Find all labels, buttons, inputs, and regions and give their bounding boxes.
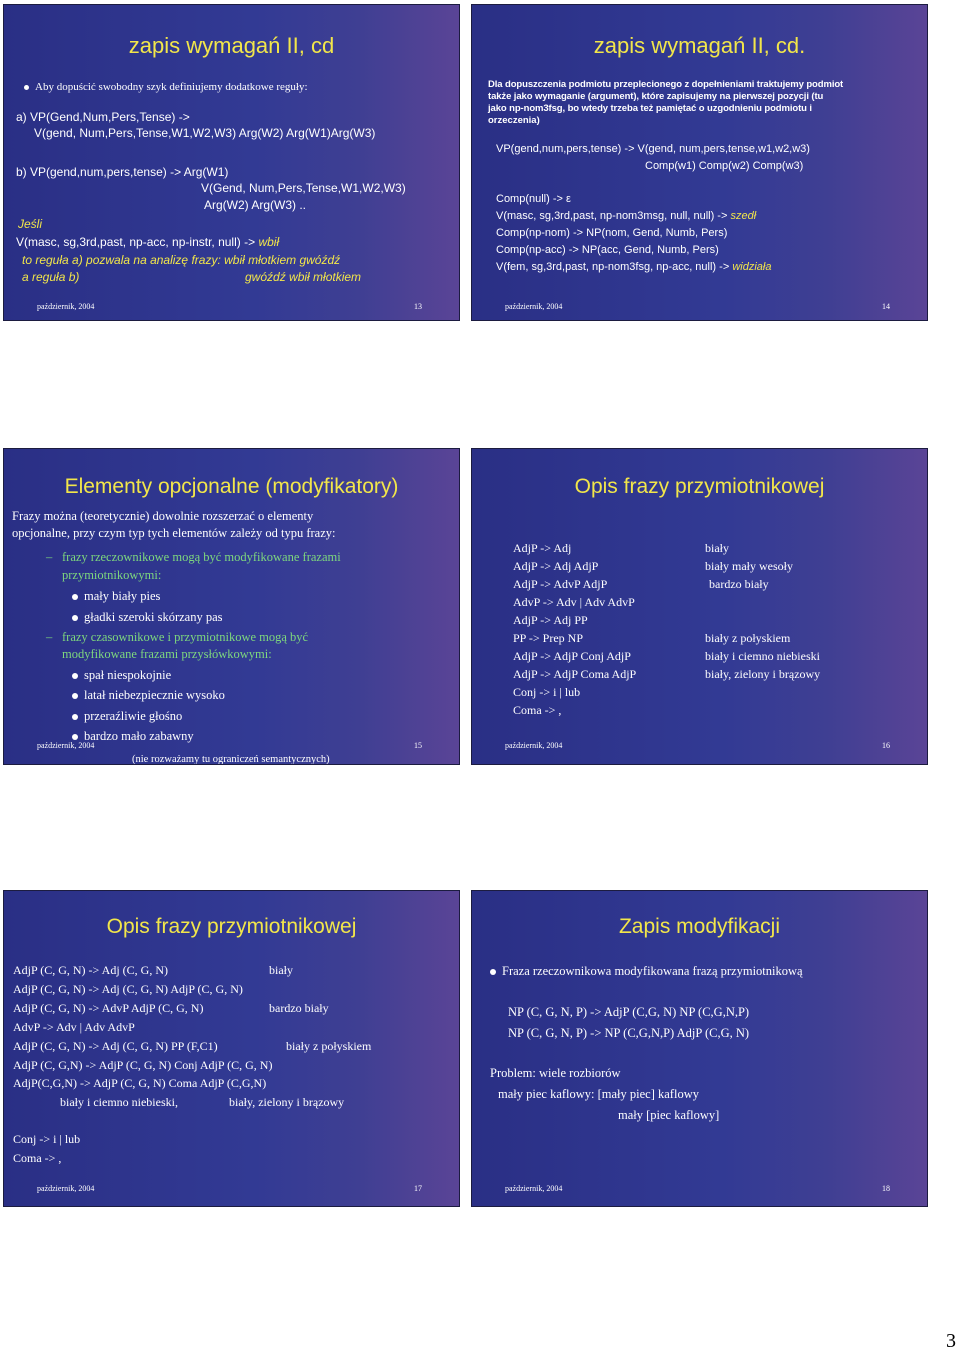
vp-rule-line-1: VP(gend,num,pers,tense) -> V(gend, num,pers,tense,w1,w2,w3)	[496, 143, 810, 155]
rule-b-line-3: Arg(W2) Arg(W3) ..	[204, 198, 307, 212]
paragraph-line-1: Frazy można (teoretycznie) dowolnie rozszerzać o elementy	[12, 509, 314, 523]
footer-date: październik, 2004	[37, 1184, 95, 1193]
rule-3-example: bardzo biały	[269, 1001, 329, 1015]
slide-13	[3, 4, 460, 321]
example-6: bardzo mało zabawny	[72, 729, 194, 744]
conj-rule: Conj -> i | lub	[13, 1132, 81, 1146]
example-5: przeraźliwie głośno	[72, 709, 182, 724]
slide-number: 15	[414, 741, 422, 750]
rule-4: AdvP -> Adv | Adv AdvP	[513, 595, 635, 609]
page-number: 3	[946, 1330, 956, 1352]
comp-np-nom-rule: Comp(np-nom) -> NP(nom, Gend, Numb, Pers)	[496, 227, 728, 239]
footer-date: październik, 2004	[37, 741, 95, 750]
footer-date: październik, 2004	[505, 741, 563, 750]
rule-2-example: biały mały wesoły	[705, 559, 793, 573]
slide-footer	[37, 1184, 422, 1193]
rule-b-line-2: V(Gend, Num,Pers,Tense,W1,W2,W3)	[201, 181, 406, 195]
dash-icon: –	[46, 630, 53, 644]
slide-18	[471, 890, 928, 1207]
rule-1-example: biały	[269, 963, 293, 977]
slide-title: Opis frazy przymiotnikowej	[574, 475, 825, 498]
slide-footer	[505, 1184, 890, 1193]
bullet-icon	[490, 969, 496, 975]
np-rule-2: NP (C, G, N, P) -> NP (C,G,N,P) AdjP (C,G, N)	[508, 1026, 750, 1040]
paragraph-line-3: jako np-nom3fsg, bo wtedy trzeba też pamiętać o uzgodnieniu podmiotu i	[488, 103, 812, 114]
rule-1: AdjP -> Adj	[513, 541, 572, 555]
bullet-icon	[72, 673, 78, 679]
verb-entry-szedl: V(masc, sg,3rd,past, np-nom3msg, null, null) -> szedł	[496, 210, 757, 222]
analysis-line-a: to reguła a) pozwala na analizę frazy: wbił młotkiem gwóźdź	[22, 253, 341, 267]
coma-rule: Coma -> ,	[13, 1151, 62, 1165]
rule-a-line-1: a) VP(Gend,Num,Pers,Tense) ->	[16, 110, 190, 124]
rule-3: AdjP -> AdvP AdjP	[513, 577, 608, 591]
rule-8-example: biały, zielony i brązowy	[705, 667, 821, 681]
slide-footer	[37, 302, 422, 311]
rule-2: AdjP -> Adj AdjP	[513, 559, 599, 573]
dash-icon: –	[46, 550, 53, 564]
slide-number: 14	[882, 302, 890, 311]
slide-footer	[505, 741, 890, 750]
example-4: latał niebezpiecznie wysoko	[72, 688, 225, 703]
problem-label: Problem: wiele rozbiorów	[490, 1066, 621, 1080]
np-rule-1: NP (C, G, N, P) -> AdjP (C,G, N) NP (C,G,N,P)	[508, 1005, 750, 1019]
slide-number: 16	[882, 741, 890, 750]
rule-6-example: biały z połyskiem	[705, 631, 791, 645]
bullet-icon	[72, 734, 78, 740]
slide-title: Opis frazy przymiotnikowej	[106, 915, 357, 938]
rule-5-example: biały z połyskiem	[286, 1039, 372, 1053]
footer-date: październik, 2004	[505, 302, 563, 311]
slide-footer	[505, 302, 890, 311]
slide-number: 13	[414, 302, 422, 311]
dash-item-1b: przymiotnikowymi:	[62, 568, 162, 582]
bullet-heading: Fraza rzeczownikowa modyfikowana frazą przymiotnikową	[490, 964, 803, 979]
problem-example-1: mały piec kaflowy: [mały piec] kaflowy	[498, 1087, 699, 1101]
slide-title: zapis wymagań II, cd.	[593, 33, 806, 58]
rule-7-example-1: biały i ciemno niebieski,	[60, 1095, 178, 1109]
rule-2: AdjP (C, G, N) -> Adj (C, G, N) AdjP (C, G, N)	[13, 982, 243, 996]
rule-7-example-2: biały, zielony i brązowy	[229, 1095, 345, 1109]
problem-example-2: mały [piec kaflowy]	[618, 1108, 720, 1122]
bullet-icon	[24, 85, 29, 90]
rule-6: PP -> Prep NP	[513, 631, 584, 645]
jesli-label: Jeśli	[18, 217, 43, 231]
analysis-line-b-label: a reguła b)	[22, 270, 80, 284]
rule-5: AdjP (C, G, N) -> Adj (C, G, N) PP (F,C1)	[13, 1039, 218, 1053]
rule-5: AdjP -> Adj PP	[513, 613, 588, 627]
verb-entry-widziala: V(fem, sg,3rd,past, np-nom3fsg, np-acc, null) -> widziała	[496, 261, 772, 273]
paragraph-line-2: opcjonalne, przy czym typ tych elementów zależy od typu frazy:	[12, 526, 336, 540]
rule-4: AdvP -> Adv | Adv AdvP	[13, 1020, 135, 1034]
rule-6: AdjP (C, G,N) -> AdjP (C, G, N) Conj AdjP (C, G, N)	[13, 1058, 273, 1072]
verb-entry: V(masc, sg,3rd,past, np-acc, np-instr, null) -> wbił	[16, 235, 280, 249]
vp-rule-line-2: Comp(w1) Comp(w2) Comp(w3)	[645, 160, 804, 172]
comp-np-acc-rule: Comp(np-acc) -> NP(acc, Gend, Numb, Pers)	[496, 244, 719, 256]
rule-1-example: biały	[705, 541, 729, 555]
rule-7-example: biały i ciemno niebieski	[705, 649, 820, 663]
dash-item-2b: modyfikowane frazami przysłówkowymi:	[62, 647, 272, 661]
rule-8: AdjP -> AdjP Coma AdjP	[513, 667, 637, 681]
slide-number: 17	[414, 1184, 422, 1193]
dash-item-1a: – frazy rzeczownikowe mogą być modyfikowane frazami	[46, 550, 341, 564]
rule-1: AdjP (C, G, N) -> Adj (C, G, N)	[13, 963, 168, 977]
slide-17	[3, 890, 460, 1207]
rule-9: Conj -> i | lub	[513, 685, 581, 699]
bullet-icon	[72, 714, 78, 720]
slide-14	[471, 4, 928, 321]
slide-title: Elementy opcjonalne (modyfikatory)	[64, 475, 399, 498]
rule-3: AdjP (C, G, N) -> AdvP AdjP (C, G, N)	[13, 1001, 204, 1015]
bullet-icon	[72, 594, 78, 600]
analysis-line-b-words: gwóźdź wbił młotkiem	[245, 270, 362, 284]
rule-10: Coma -> ,	[513, 703, 562, 717]
semantic-note: (nie rozważamy tu ograniczeń semantycznych)	[132, 754, 330, 765]
example-1: mały biały pies	[72, 589, 160, 604]
footer-date: październik, 2004	[505, 1184, 563, 1193]
slide-title: zapis wymagań II, cd	[128, 33, 335, 58]
slide-15	[3, 448, 460, 765]
slide-title: Zapis modyfikacji	[618, 915, 781, 938]
dash-item-2a: – frazy czasownikowe i przymiotnikowe mogą być	[46, 630, 309, 644]
comp-null-rule: Comp(null) -> ε	[496, 193, 571, 205]
rule-7: AdjP(C,G,N) -> AdjP (C, G, N) Coma AdjP (C,G,N)	[13, 1076, 267, 1090]
rule-3-example: bardzo biały	[709, 577, 769, 591]
slide-16	[471, 448, 928, 765]
example-3: spał niespokojnie	[72, 668, 171, 683]
bullet-icon	[72, 693, 78, 699]
bullet-icon	[72, 615, 78, 621]
example-2: gładki szeroki skórzany pas	[72, 610, 223, 625]
slide-number: 18	[882, 1184, 890, 1193]
paragraph-line-1: Dla dopuszczenia podmiotu przeplecionego z dopełnieniami traktujemy podmiot	[488, 79, 844, 90]
paragraph-line-4: orzeczenia)	[488, 115, 540, 126]
paragraph-line-2: także jako wymaganie (argument), które zapisujemy na pierwszej pozycji (tu	[488, 91, 824, 102]
rule-a-line-2: V(gend, Num,Pers,Tense,W1,W2,W3) Arg(W2) Arg(W1)Arg(W3)	[34, 126, 376, 140]
intro-line: Aby dopuścić swobodny szyk definiujemy dodatkowe reguły:	[24, 81, 308, 93]
footer-date: październik, 2004	[37, 302, 95, 311]
slide-footer	[37, 741, 422, 750]
rule-b-line-1: b) VP(gend,num,pers,tense) -> Arg(W1)	[16, 165, 229, 179]
rule-7: AdjP -> AdjP Conj AdjP	[513, 649, 631, 663]
